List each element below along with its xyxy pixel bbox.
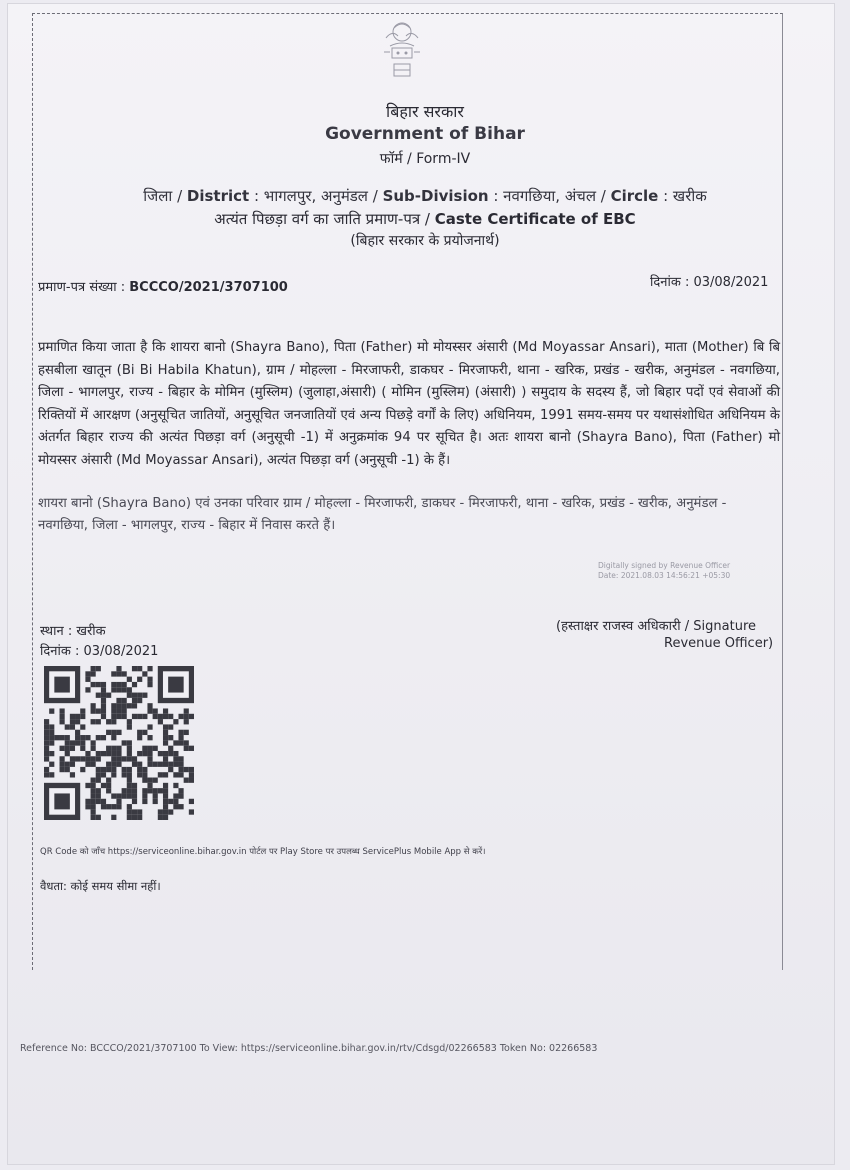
cert-no-value: BCCCO/2021/3707100 [129,280,288,295]
place-label: स्थान : खरीक [40,624,106,639]
header-hindi-title: बिहार सरकार [386,102,464,121]
certificate-title-english: Caste Certificate of EBC [434,210,636,228]
qr-verification-note: QR Code को जाँच https://serviceonline.bihar.gov.in पोर्टल पर Play Store पर उपलब्ध ServicePlus Mobile App से करें। [40,847,486,857]
district-label-en: District [186,187,250,205]
certificate-title-hindi: अत्यंत पिछड़ा वर्ग का जाति प्रमाण-पत्र / [214,210,435,228]
subdivision-label-en: Sub-Division [382,187,489,205]
header-english-title: Government of Bihar [325,124,525,144]
certificate-title [0,209,850,229]
location-line [0,186,850,206]
qr-code-icon [44,666,194,820]
certificate-purpose: (बिहार सरकार के प्रयोजनार्थ) [350,233,500,249]
district-label-hi: जिला / [143,187,187,205]
digital-signature-line-1: Digitally signed by Revenue Officer [598,561,731,570]
circle-label-en: Circle [610,187,659,205]
circle-label-hi: अंचल / [564,187,611,205]
issue-date-label: दिनांक : [650,275,694,290]
signature-line-1: (हस्ताक्षर राजस्व अधिकारी / Signature [556,619,757,634]
reference-line: Reference No: BCCCO/2021/3707100 To View: https://serviceonline.bihar.gov.in/rtv/Cdsgd/02266583 Token No: 02266583 [20,1043,598,1054]
digital-signature-stamp [598,561,730,581]
circle-value: : खरीक [658,187,707,205]
subdivision-label-hi: अनुमंडल / [321,187,383,205]
district-value: : भागलपुर, [249,187,322,205]
certificate-body-paragraph-1: प्रमाणित किया जाता है कि शायरा बानो (Shayra Bano), पिता (Father) मो मोयस्सर अंसारी (Md Moyassar Ansari), माता (Mother) बि बि हसबीला खातून (Bi Bi Habila Khatun), ग्राम / मोहल्ला - मिरजाफरी, डाकघर - मिरजाफरी, थाना - खरिक, प्रखंड - खरीक, अनुमंडल - नवगछिया, जिला - भागलपुर, राज्य - बिहार के मोमिन (मुस्लिम) (जुलाहा,अंसारी) ( मोमिन (मुस्लिम) (अंसारी) ) समुदाय के सदस्य हैं, जो बिहार पदों एवं सेवाओं की रिक्तियों में आरक्षण (अनुसूचित जातियों, अनुसूचित जनजातियों एवं अन्य पिछड़े वर्गों के लिए) अधिनियम, 1991 समय-समय पर यथासंशोधित अधिनियम के अंतर्गत बिहार राज्य की अत्यंत पिछड़ा वर्ग (अनुसूची -1) में अनुक्रमांक 94 पर सूचित है। अतः शायरा बानो (Shayra Bano), पिता (Father) मो मोयस्सर अंसारी (Md Moyassar Ansari), अत्यंत पिछड़ा वर्ग (अनुसूची -1) के हैं। [38,340,780,468]
signature-line-2: Revenue Officer) [664,636,774,651]
footer-date: दिनांक : 03/08/2021 [40,644,159,659]
certificate-number [38,277,288,295]
certificate-body-paragraph-2: शायरा बानो (Shayra Bano) एवं उनका परिवार ग्राम / मोहल्ला - मिरजाफरी, डाकघर - मिरजाफरी, थाना - खरिक, प्रखंड - खरीक, अनुमंडल - नवगछिया, जिला - भागलपुर, राज्य - बिहार में निवास करते हैं। [38,496,727,533]
issue-date-value: 03/08/2021 [693,275,769,290]
cert-no-label: प्रमाण-पत्र संख्या : [38,280,130,295]
issue-date [650,272,768,290]
bihar-emblem-icon [372,18,432,80]
form-number: फॉर्म / Form-IV [379,151,471,167]
digital-signature-line-2: Date: 2021.08.03 14:56:21 +05:30 [598,571,731,580]
subdivision-value: : नवगछिया, [488,187,565,205]
validity-note: वैधता: कोई समय सीमा नहीं। [40,879,161,893]
certificate-page [8,4,834,1164]
